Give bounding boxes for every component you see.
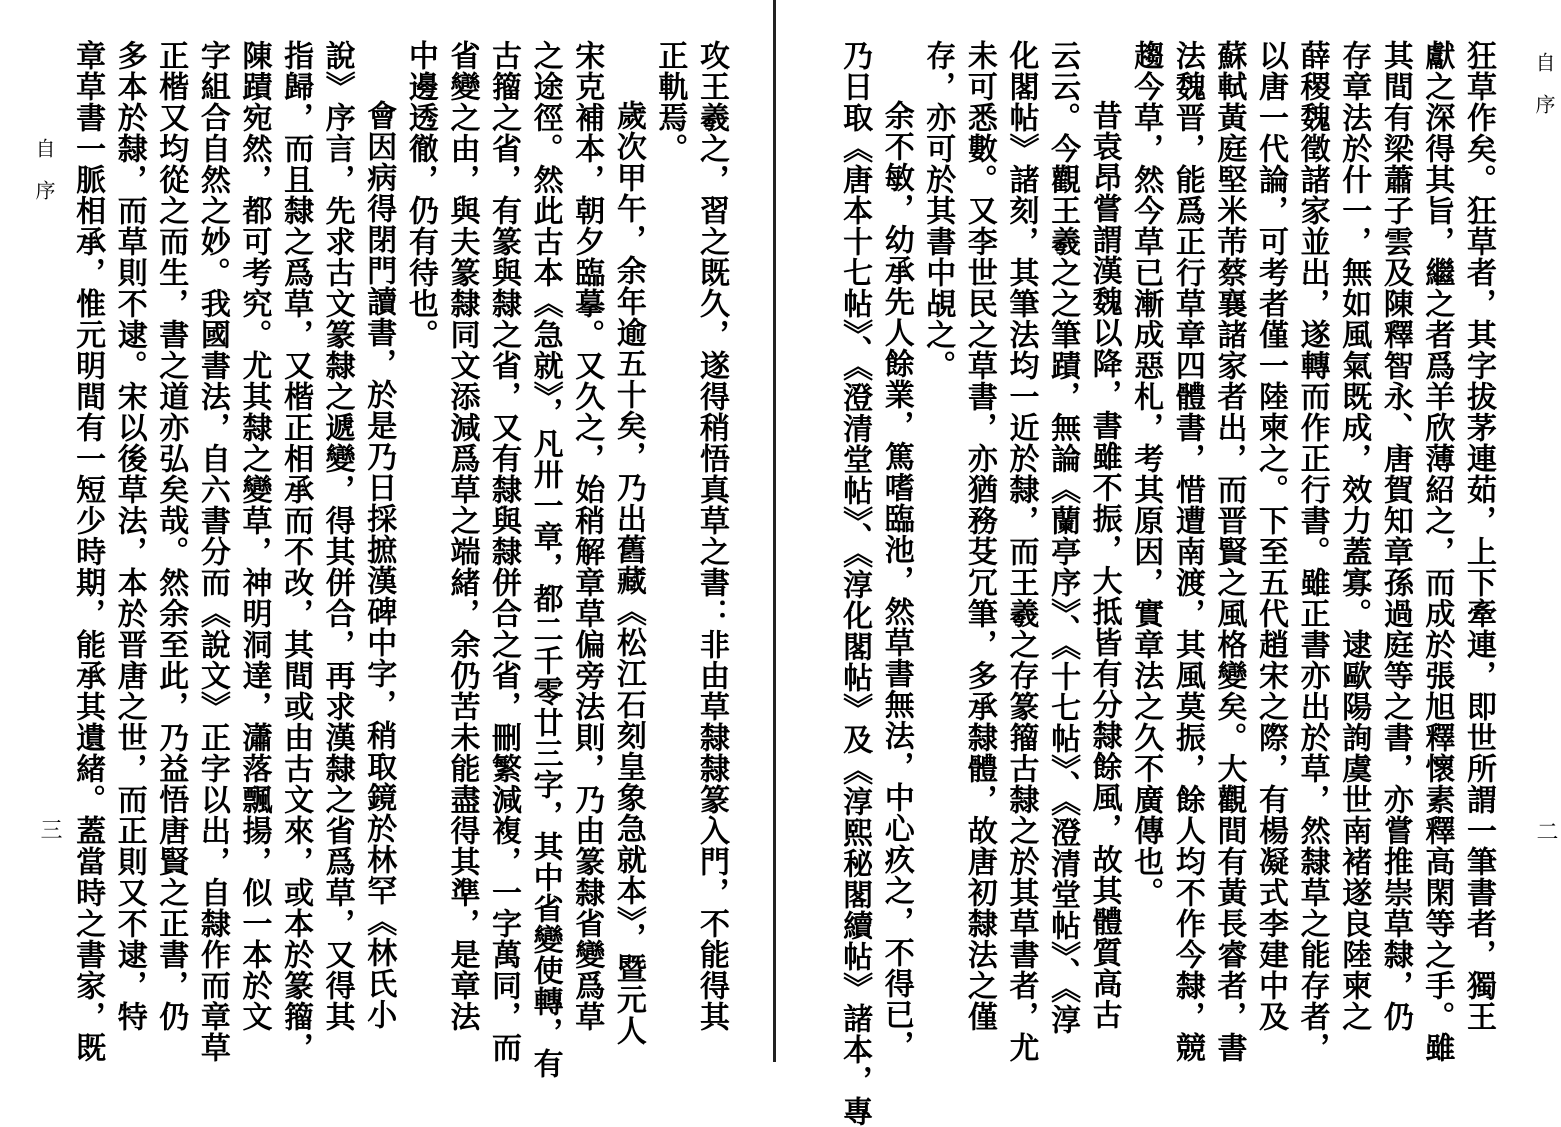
page-header: 自序 xyxy=(32,138,56,222)
text-line: 化閣帖》諸刻，其筆法均一近於隸，而王羲之存篆籀古隸之於其草書者，尤 xyxy=(1003,40,1039,1063)
page-number: 三 xyxy=(37,818,62,840)
text-line: 法魏晋，能爲正行草章四體書，惜遭南渡，其風莫振，餘人均不作今隸，競 xyxy=(1169,40,1205,1063)
body-text xyxy=(837,40,1499,1127)
text-line: 字組合自然之妙。我國書法，自六書分而《說文》正字以出，自隸作而章草 xyxy=(194,40,230,1063)
text-line: 存，亦可於其書中覘之。 xyxy=(920,40,956,381)
text-line: 云云。今觀王羲之之筆蹟，無論《蘭亭序》、《十七帖》、《澄清堂帖》、《淳 xyxy=(1045,40,1081,1035)
left-page xyxy=(0,0,772,1079)
text-line: 以唐一代論，可考者僅一陸柬之。下至五代趙宋之際，有楊凝式李建中及 xyxy=(1253,40,1289,1032)
text-line: 未可悉數。又李世民之草書，亦猶務芟冗筆，多承隸體，故唐初隸法之僅 xyxy=(961,40,997,1032)
text-line: 蘇軾黃庭堅米芾蔡襄諸家者出，而晋賢之風格變矣。大觀間有黃長睿者，書 xyxy=(1211,40,1247,1063)
text-line: 存章法於什一，無如風氣既成，效力蓋寡。逮歐陽詢虞世南褚遂良陸柬之 xyxy=(1336,40,1372,1032)
text-line: 狂草作矣。狂草者，其字拔茅連茹，上下牽連，即世所謂一筆書者，獨王 xyxy=(1461,40,1496,1032)
text-line: 省變之由，與夫篆隸同文添減爲草之端緒，余仍苦未能盡得其準，是章法 xyxy=(444,40,480,1032)
page-header: 自序 xyxy=(1532,52,1556,136)
text-line: 昔袁昂嘗謂漢魏以降，書雖不振，大抵皆有分隸餘風，故其體質高古 xyxy=(1086,100,1122,1030)
text-line: 指歸，而且隸之爲草，又楷正相承而不改，其間或由古文來，或本於篆籀， xyxy=(278,40,314,1063)
page-number: 二 xyxy=(1533,820,1558,842)
text-line: 獻之深得其旨，繼之者爲羊欣薄紹之，而成於張旭釋懷素釋高閑等之手。雖 xyxy=(1419,40,1455,1063)
text-line: 正楷又均從之而生，書之道亦弘矣哉。然余至此，乃益悟唐賢之正書，仍 xyxy=(153,40,189,1032)
text-line: 多本於隸，而草則不逮。宋以後草法，本於晋唐之世，而正則又不逮，特 xyxy=(111,40,147,1032)
text-line: 趨今草，然今草已漸成惡札，考其原因，實章法之久不廣傳也。 xyxy=(1128,40,1164,908)
text-line: 歲次甲午，余年逾五十矣，乃出舊藏《松江石刻皇象急就本》，暨元人 xyxy=(610,100,646,1046)
text-line: 正軌焉。 xyxy=(652,40,688,164)
text-line: 其間有梁蕭子雲及陳釋智永、唐賀知章孫過庭等之書，亦嘗推崇草隸，仍 xyxy=(1377,40,1413,1032)
text-line: 陳蹟宛然，都可考究。尤其隸之變草，神明洞達，瀟落飄揚，似一本於文 xyxy=(236,40,272,1032)
text-line: 薛稷魏徵諸家並出，遂轉而作正行書。雖正書亦出於草，然隸草之能存者， xyxy=(1294,40,1330,1063)
text-line: 攻王羲之，習之既久，遂得稍悟真草之書：非由草隸隸篆入門，不能得其 xyxy=(694,40,729,1032)
text-line: 乃日取《唐本十七帖》、《澄清堂帖》、《淳化閣帖》及《淳熙秘閣續帖》諸本，專 xyxy=(837,40,873,1127)
text-line: 會因病得閉門讀書，於是乃日採摭漢碑中字，稍取鏡於林罕《林氏小 xyxy=(361,100,397,1030)
body-text xyxy=(70,40,732,1079)
text-line: 章草書一脈相承，惟元明間有一短少時期，能承其遺緒。蓋當時之書家，既 xyxy=(70,40,106,1063)
text-line: 說》序言，先求古文篆隸之遞變，得其併合，再求漢隸之省爲草，又得其 xyxy=(319,40,355,1032)
text-line: 古籀之省，有篆與隸之省，又有隸與隸併合之省，刪繁減複，一字萬同，而 xyxy=(486,40,522,1063)
text-line: 之途徑。然此古本《急就》，凡卅一章，都二千零廿三字，其中省變使轉，有 xyxy=(527,40,563,1079)
text-line: 余不敏，幼承先人餘業，篤嗜臨池，然草書無法，中心疚之，不得已， xyxy=(878,100,914,1061)
right-page xyxy=(778,0,1558,1127)
text-line: 中邊透徹，仍有待也。 xyxy=(402,40,438,350)
text-line: 宋克補本，朝夕臨摹。又久之，始稍解章草偏旁法則，乃由篆隸省變爲草 xyxy=(569,40,605,1032)
book-spine xyxy=(773,0,776,1062)
